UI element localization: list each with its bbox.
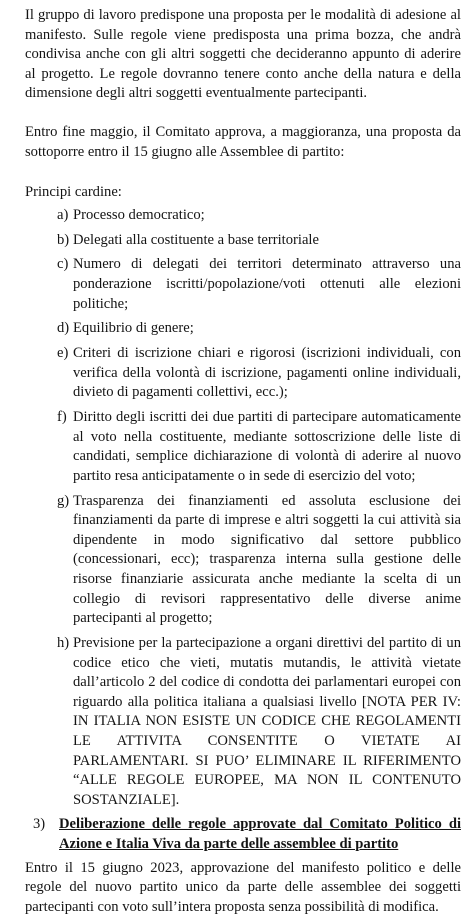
section-number: 3) — [33, 816, 46, 833]
principle-item-b — [25, 231, 461, 251]
list-marker: e) — [57, 345, 69, 362]
principle-text: Trasparenza dei finanziamenti ed assoluta esclusione dei finanziamenti da parte di imprese e altri soggetti la cui attività sia dipendente in modo significativo dal settore pubblico (concessionari, ecc); trasparenza interna sulla gestione delle risorse finanziarie assicurata anche mediante la scelta di un collegio di revisori rappresentativo delle diverse anime partecipanti al progetto; — [73, 492, 461, 627]
list-marker: f) — [57, 409, 67, 426]
principles-title: Principi cardine: — [25, 184, 122, 201]
list-marker: a) — [57, 206, 69, 223]
principle-item-g — [25, 492, 461, 629]
list-marker: c) — [57, 256, 69, 273]
principles-list — [25, 206, 461, 811]
section-3-heading — [25, 815, 461, 854]
principle-text: Previsione per la partecipazione a organi direttivi del partito di un codice etico che vieti, mutatis mutandis, le attività vietate dall’articolo 2 del codice di condotta dei parlamentari europei con riguardo alla politica italiana a qualsiasi livello [NOTA PER IV: IN ITALIA NON ESISTE UN CODICE CHE REGOLAMENTI LE ATTIVITA CONSENTITE O VIETATE AI PARLAMENTARI. SI PUO’ ELIMINARE IL RIFERIMENTO “ALLE REGOLE EUROPEE, MA NON IL CONTENUTO SOSTANZIALE]. — [73, 634, 461, 808]
principle-item-f — [25, 408, 461, 486]
list-marker: g) — [57, 492, 70, 509]
principle-text: Processo democratico; — [73, 206, 205, 223]
principle-text: Delegati alla costituente a base territoriale — [73, 231, 319, 248]
principle-item-c — [25, 255, 461, 314]
principle-item-a — [25, 206, 461, 226]
principle-text: Numero di delegati dei territori determinato attraverso una ponderazione iscritti/popolazione/voti ottenuti alle elezioni politiche; — [73, 256, 461, 312]
list-marker: h) — [57, 634, 70, 651]
principle-item-h — [25, 634, 461, 810]
principle-text: Equilibrio di genere; — [73, 320, 194, 337]
list-marker: d) — [57, 320, 70, 337]
principle-text: Criteri di iscrizione chiari e rigorosi (iscrizioni individuali, con verifica della volontà di iscrizione, pagamenti online individuali, divieto di pagamenti collettivi, ecc.); — [73, 345, 461, 401]
principle-item-e — [25, 344, 461, 403]
section-3-title: Deliberazione delle regole approvate dal Comitato Politico di Azione e Italia Viva da parte delle assemblee di partito — [59, 816, 461, 853]
intro-paragraph-1: Il gruppo di lavoro predispone una proposta per le modalità di adesione al manifesto. Sulle regole viene predisposta una prima bozza, che andrà condivisa anche con gli altri soggetti che decideranno appunto di aderire al progetto. Le regole dovranno tenere conto anche della natura e della dimensione degli altri soggetti eventualmente partecipanti. — [25, 7, 461, 102]
list-marker: b) — [57, 231, 70, 248]
section-3-body: Entro il 15 giugno 2023, approvazione del manifesto politico e delle regole del nuovo partito unico da parte delle assemblee dei soggetti partecipanti con voto sull’intera proposta senza possibilità di modifica. — [25, 859, 461, 915]
principle-text: Diritto degli iscritti dei due partiti di partecipare automaticamente al voto nella costituente, mediante sottoscrizione delle liste di candidati, semplice dichiarazione di volontà di aderire al nuovo partito resa anticipatamente o in sede di esercizio del voto; — [73, 409, 461, 484]
principle-item-d — [25, 319, 461, 339]
intro-paragraph-2: Entro fine maggio, il Comitato approva, a maggioranza, una proposta da sottoporre entro il 15 giugno alle Assemblee di partito: — [25, 123, 461, 160]
